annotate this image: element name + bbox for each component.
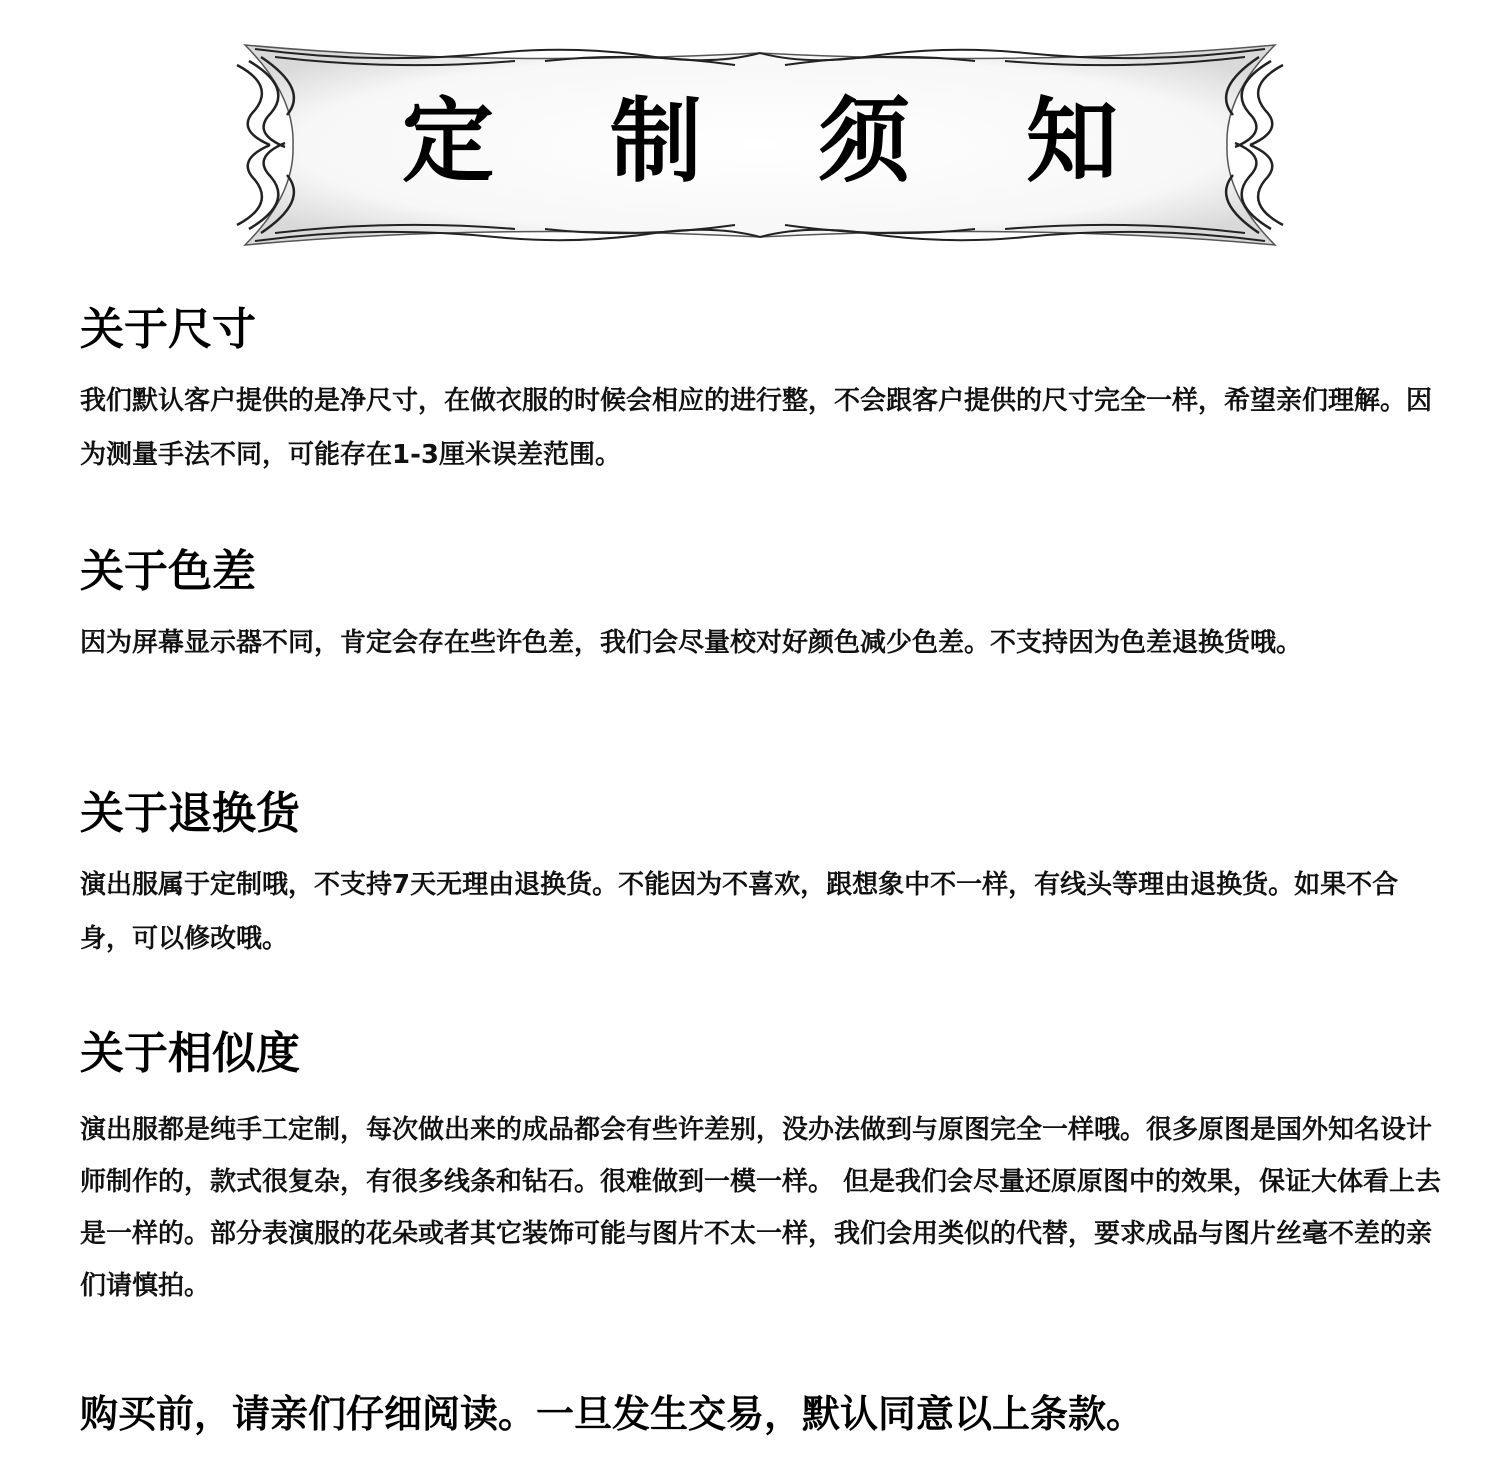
- section-heading: 关于相似度: [80, 1028, 300, 1079]
- section-body: 演出服都是纯手工定制，每次做出来的成品都会有些许差别，没办法做到与原图完全一样哦。很多原图是国外知名设计师制作的，款式很复杂，有很多线条和钻石。很难做到一模一样。 但是我们会尽量还原原图中的效果，保证大体看上去是一样的。部分表演服的花朵或者其它装饰可能与图片不太一样，我们会用类似的代替，要求成品与图片丝毫不差的亲们请慎拍。: [80, 1115, 1442, 1301]
- section-color-difference: [80, 542, 1450, 670]
- section-returns: [80, 784, 1450, 966]
- section-similarity: [80, 1024, 1450, 1312]
- section-heading: 关于退换货: [80, 788, 300, 839]
- section-body: 因为屏幕显示器不同，肯定会存在些许色差，我们会尽量校对好颜色减少色差。不支持因为色差退换货哦。: [80, 628, 1303, 658]
- section-body: 演出服属于定制哦，不支持7天无理由退换货。不能因为不喜欢，跟想象中不一样，有线头等理由退换货。如果不合身，可以修改哦。: [80, 870, 1399, 954]
- section-size: [80, 300, 1450, 482]
- footer-note: 购买前，请亲们仔细阅读。一旦发生交易，默认同意以上条款。: [80, 1392, 1145, 1436]
- section-heading: 关于色差: [80, 546, 256, 597]
- section-heading: 关于尺寸: [80, 304, 256, 355]
- page-title: 定 制 须 知: [401, 88, 1161, 195]
- section-body: 我们默认客户提供的是净尺寸，在做衣服的时候会相应的进行整，不会跟客户提供的尺寸完全一样，希望亲们理解。因为测量手法不同，可能存在1-3厘米误差范围。: [80, 386, 1433, 470]
- title-banner: [215, 35, 1305, 255]
